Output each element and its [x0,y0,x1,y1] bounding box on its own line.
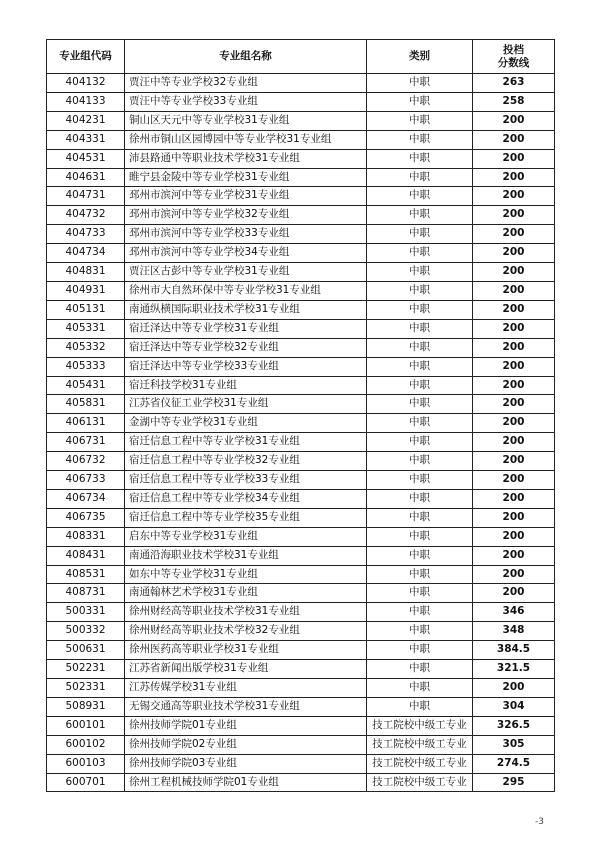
table-row [47,679,555,698]
cell-name: 金湖中等专业学校31专业组 [125,414,367,433]
cell-score: 200 [473,263,555,282]
cell-code: 500631 [47,641,125,660]
cell-score: 200 [473,225,555,244]
cell-type: 中职 [367,508,473,527]
cell-name: 宿迁信息工程中等专业学校35专业组 [125,508,367,527]
cell-type: 中职 [367,206,473,225]
cell-name: 宿迁泽达中等专业学校32专业组 [125,338,367,357]
table-body [47,74,555,792]
table-row [47,149,555,168]
cell-type: 中职 [367,168,473,187]
cell-name: 徐州市铜山区园博园中等专业学校31专业组 [125,130,367,149]
cell-name: 徐州技师学院02专业组 [125,735,367,754]
cell-type: 技工院校中级工专业 [367,716,473,735]
cell-score: 200 [473,565,555,584]
table-row [47,319,555,338]
cell-code: 500331 [47,603,125,622]
cell-score: 200 [473,433,555,452]
cell-code: 404931 [47,281,125,300]
table-row [47,660,555,679]
cell-score: 326.5 [473,716,555,735]
cell-score: 200 [473,357,555,376]
table-row [47,641,555,660]
cell-code: 404231 [47,111,125,130]
cell-code: 508931 [47,697,125,716]
cell-type: 中职 [367,622,473,641]
table-row [47,584,555,603]
cell-type: 中职 [367,225,473,244]
cell-type: 中职 [367,395,473,414]
table-row [47,376,555,395]
cell-code: 404733 [47,225,125,244]
cell-name: 南通翰林艺术学校31专业组 [125,584,367,603]
cell-type: 中职 [367,489,473,508]
cell-name: 南通沿海职业技术学校31专业组 [125,546,367,565]
table-row [47,527,555,546]
cell-type: 中职 [367,679,473,698]
cell-name: 江苏传媒学校31专业组 [125,679,367,698]
cell-code: 408531 [47,565,125,584]
table-row [47,754,555,773]
header-score-line2: 分数线 [497,56,530,69]
table-row [47,130,555,149]
cell-code: 406131 [47,414,125,433]
cell-score: 200 [473,149,555,168]
cell-name: 江苏省仪征工业学校31专业组 [125,395,367,414]
cell-name: 贾汪区古彭中等专业学校31专业组 [125,263,367,282]
cell-name: 宿迁信息工程中等专业学校33专业组 [125,471,367,490]
cell-score: 384.5 [473,641,555,660]
cell-type: 中职 [367,281,473,300]
table-row [47,697,555,716]
cell-score: 348 [473,622,555,641]
cell-name: 铜山区天元中等专业学校31专业组 [125,111,367,130]
cell-type: 技工院校中级工专业 [367,735,473,754]
cell-name: 徐州技师学院01专业组 [125,716,367,735]
table-row [47,300,555,319]
cell-name: 徐州市大自然环保中等专业学校31专业组 [125,281,367,300]
cell-score: 200 [473,319,555,338]
cell-type: 中职 [367,471,473,490]
cell-type: 中职 [367,433,473,452]
table-row [47,433,555,452]
cell-name: 宿迁泽达中等专业学校33专业组 [125,357,367,376]
table-row [47,206,555,225]
cell-type: 中职 [367,660,473,679]
cell-code: 404731 [47,187,125,206]
cell-type: 中职 [367,111,473,130]
table-row [47,225,555,244]
cell-code: 408731 [47,584,125,603]
cell-type: 技工院校中级工专业 [367,773,473,792]
cell-name: 宿迁泽达中等专业学校31专业组 [125,319,367,338]
table-row [47,773,555,792]
admission-score-table [46,39,555,792]
header-name: 专业组名称 [125,40,367,74]
table-row [47,74,555,93]
cell-code: 405331 [47,319,125,338]
cell-code: 600701 [47,773,125,792]
cell-score: 200 [473,414,555,433]
cell-code: 600103 [47,754,125,773]
cell-code: 405332 [47,338,125,357]
table-row [47,244,555,263]
cell-code: 502331 [47,679,125,698]
cell-score: 200 [473,584,555,603]
cell-name: 南通纵横国际职业技术学校31专业组 [125,300,367,319]
header-type: 类别 [367,40,473,74]
table-row [47,281,555,300]
cell-code: 408331 [47,527,125,546]
table-row [47,263,555,282]
cell-type: 中职 [367,244,473,263]
table-row [47,622,555,641]
cell-code: 405831 [47,395,125,414]
cell-score: 200 [473,281,555,300]
cell-score: 200 [473,111,555,130]
table-row [47,357,555,376]
cell-type: 中职 [367,641,473,660]
cell-code: 405131 [47,300,125,319]
cell-type: 中职 [367,697,473,716]
table-row [47,508,555,527]
cell-name: 徐州工程机械技师学院01专业组 [125,773,367,792]
cell-type: 中职 [367,527,473,546]
cell-code: 600102 [47,735,125,754]
cell-name: 江苏省新闻出版学校31专业组 [125,660,367,679]
cell-code: 404734 [47,244,125,263]
table-row [47,735,555,754]
cell-code: 405431 [47,376,125,395]
cell-type: 中职 [367,187,473,206]
cell-type: 中职 [367,300,473,319]
cell-score: 200 [473,376,555,395]
cell-code: 502231 [47,660,125,679]
cell-name: 宿迁信息工程中等专业学校32专业组 [125,452,367,471]
cell-code: 406733 [47,471,125,490]
cell-code: 406732 [47,452,125,471]
cell-score: 200 [473,395,555,414]
cell-score: 200 [473,679,555,698]
cell-code: 408431 [47,546,125,565]
header-code: 专业组代码 [47,40,125,74]
table-row [47,92,555,111]
cell-name: 宿迁信息工程中等专业学校31专业组 [125,433,367,452]
cell-type: 中职 [367,603,473,622]
table-row [47,489,555,508]
cell-name: 徐州医药高等职业学校31专业组 [125,641,367,660]
cell-type: 中职 [367,319,473,338]
cell-score: 200 [473,206,555,225]
cell-type: 中职 [367,130,473,149]
table-row [47,471,555,490]
cell-code: 404831 [47,263,125,282]
table-row [47,452,555,471]
cell-score: 200 [473,300,555,319]
cell-code: 406734 [47,489,125,508]
table-row [47,414,555,433]
cell-type: 中职 [367,414,473,433]
table-row [47,168,555,187]
cell-code: 406735 [47,508,125,527]
cell-code: 600101 [47,716,125,735]
cell-type: 中职 [367,565,473,584]
cell-score: 295 [473,773,555,792]
cell-score: 200 [473,452,555,471]
cell-name: 宿迁信息工程中等专业学校34专业组 [125,489,367,508]
cell-name: 启东中等专业学校31专业组 [125,527,367,546]
cell-code: 404132 [47,74,125,93]
cell-code: 404732 [47,206,125,225]
cell-code: 404631 [47,168,125,187]
table-row [47,546,555,565]
cell-type: 技工院校中级工专业 [367,754,473,773]
cell-type: 中职 [367,357,473,376]
page-number: -3 [535,817,544,827]
cell-type: 中职 [367,149,473,168]
table-row [47,395,555,414]
cell-name: 睢宁县金陵中等专业学校31专业组 [125,168,367,187]
cell-score: 200 [473,471,555,490]
header-score [473,40,555,74]
cell-score: 200 [473,130,555,149]
cell-name: 徐州财经高等职业技术学校32专业组 [125,622,367,641]
cell-score: 200 [473,244,555,263]
table-row [47,603,555,622]
cell-name: 徐州财经高等职业技术学校31专业组 [125,603,367,622]
table-row [47,187,555,206]
table-row [47,338,555,357]
cell-score: 258 [473,92,555,111]
cell-score: 200 [473,546,555,565]
cell-name: 沛县路通中等职业技术学校31专业组 [125,149,367,168]
cell-type: 中职 [367,74,473,93]
table-row [47,716,555,735]
cell-type: 中职 [367,92,473,111]
cell-name: 邳州市滨河中等专业学校31专业组 [125,187,367,206]
cell-score: 305 [473,735,555,754]
cell-score: 200 [473,527,555,546]
cell-code: 404133 [47,92,125,111]
header-score-line1: 投档 [503,43,524,56]
cell-name: 贾汪中等专业学校33专业组 [125,92,367,111]
cell-name: 贾汪中等专业学校32专业组 [125,74,367,93]
cell-name: 徐州技师学院03专业组 [125,754,367,773]
cell-name: 邳州市滨河中等专业学校32专业组 [125,206,367,225]
cell-score: 304 [473,697,555,716]
cell-code: 405333 [47,357,125,376]
cell-name: 邳州市滨河中等专业学校34专业组 [125,244,367,263]
cell-score: 200 [473,187,555,206]
cell-code: 404531 [47,149,125,168]
table-header-row [47,40,555,74]
cell-type: 中职 [367,452,473,471]
table-row [47,565,555,584]
cell-type: 中职 [367,263,473,282]
cell-code: 500332 [47,622,125,641]
cell-score: 200 [473,508,555,527]
cell-score: 200 [473,338,555,357]
cell-type: 中职 [367,338,473,357]
cell-type: 中职 [367,584,473,603]
cell-score: 346 [473,603,555,622]
cell-type: 中职 [367,376,473,395]
cell-name: 如东中等专业学校31专业组 [125,565,367,584]
table-row [47,111,555,130]
cell-name: 无锡交通高等职业技术学校31专业组 [125,697,367,716]
cell-score: 200 [473,489,555,508]
cell-score: 321.5 [473,660,555,679]
cell-code: 404331 [47,130,125,149]
cell-code: 406731 [47,433,125,452]
cell-score: 274.5 [473,754,555,773]
cell-score: 200 [473,168,555,187]
cell-name: 邳州市滨河中等专业学校33专业组 [125,225,367,244]
cell-type: 中职 [367,546,473,565]
cell-name: 宿迁科技学校31专业组 [125,376,367,395]
cell-score: 263 [473,74,555,93]
